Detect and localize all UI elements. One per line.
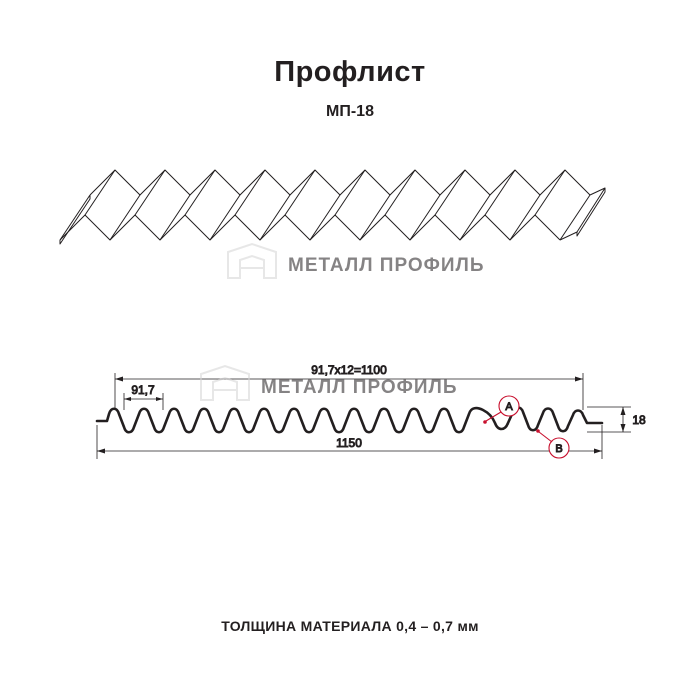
section-view	[75, 355, 655, 485]
isometric-view	[60, 140, 650, 290]
svg-text:МЕТАЛЛ ПРОФИЛЬ: МЕТАЛЛ ПРОФИЛЬ	[288, 255, 485, 276]
dim-pitch-label: 91,7	[131, 383, 155, 397]
page-title: Профлист	[274, 56, 426, 88]
dim-height-label: 18	[632, 413, 646, 427]
material-thickness-note: ТОЛЩИНА МАТЕРИАЛА 0,4 – 0,7 мм	[221, 618, 479, 634]
dim-overall-width-label: 1150	[336, 436, 362, 450]
callout-b-label: B	[555, 443, 563, 455]
product-code: МП-18	[326, 103, 374, 120]
callout-a-label: A	[505, 401, 513, 413]
dim-working-width-label: 91,7х12=1100	[311, 363, 387, 377]
svg-text:МЕТАЛЛ ПРОФИЛЬ: МЕТАЛЛ ПРОФИЛЬ	[261, 377, 458, 398]
